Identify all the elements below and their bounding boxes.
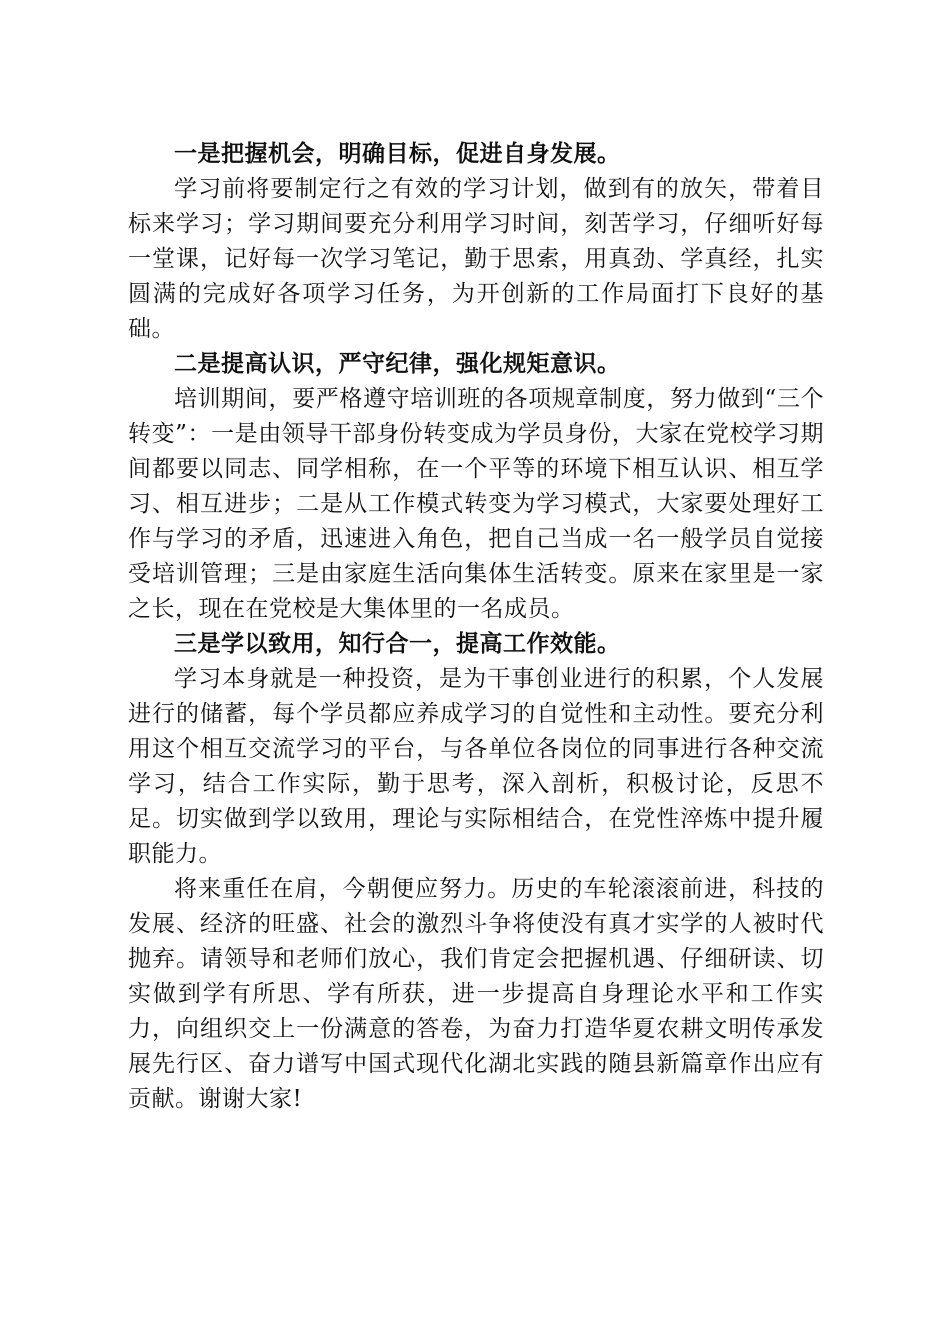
section-2-heading: 二是提高认识，严守纪律，强化规矩意识。 [174, 351, 621, 377]
section-2-body: 培训期间，要严格遵守培训班的各项规章制度，努力做到“三个转变”：一是由领导干部身份转变成为学员身份，大家在党校学习期间都要以同志、同学相称，在一个平等的环境下相互认识、相互学习、相互进步；二是从工作模式转变为学习模式，大家要处理好工作与学习的矛盾，迅速进入角色，把自己当成一名一般学员自觉接受培训管理；三是由家庭生活向集体生活转变。原来在家里是一家之长，现在在党校是大集体里的一名成员。 [128, 386, 824, 622]
section-3-body: 学习本身就是一种投资，是为干事创业进行的积累，个人发展进行的储蓄，每个学员都应养成学习的自觉性和主动性。要充分利用这个相互交流学习的平台，与各单位各岗位的同事进行各种交流学习，结合工作实际，勤于思考，深入剖析，积极讨论，反思不足。切实做到学以致用，理论与实际相结合，在党性淬炼中提升履职能力。 [128, 666, 824, 867]
document-page [128, 137, 824, 1117]
section-3-heading: 三是学以致用，知行合一，提高工作效能。 [174, 631, 621, 657]
section-1-heading: 一是把握机会，明确目标，促进自身发展。 [174, 141, 621, 167]
section-1-body: 学习前将要制定行之有效的学习计划，做到有的放矢，带着目标来学习；学习期间要充分利用学习时间，刻苦学习，仔细听好每一堂课，记好每一次学习笔记，勤于思索，用真劲、学真经，扎实圆满的完成好各项学习任务，为开创新的工作局面打下良好的基础。 [128, 176, 824, 342]
closing-paragraph: 将来重任在肩，今朝便应努力。历史的车轮滚滚前进，科技的发展、经济的旺盛、社会的激烈斗争将使没有真才实学的人被时代抛弃。请领导和老师们放心，我们肯定会把握机遇、仔细研读、切实做到学有所思、学有所获，进一步提高自身理论水平和工作实力，向组织交上一份满意的答卷，为奋力打造华夏农耕文明传承发展先行区、奋力谱写中国式现代化湖北实践的随县新篇章作出应有贡献。谢谢大家! [128, 876, 824, 1112]
